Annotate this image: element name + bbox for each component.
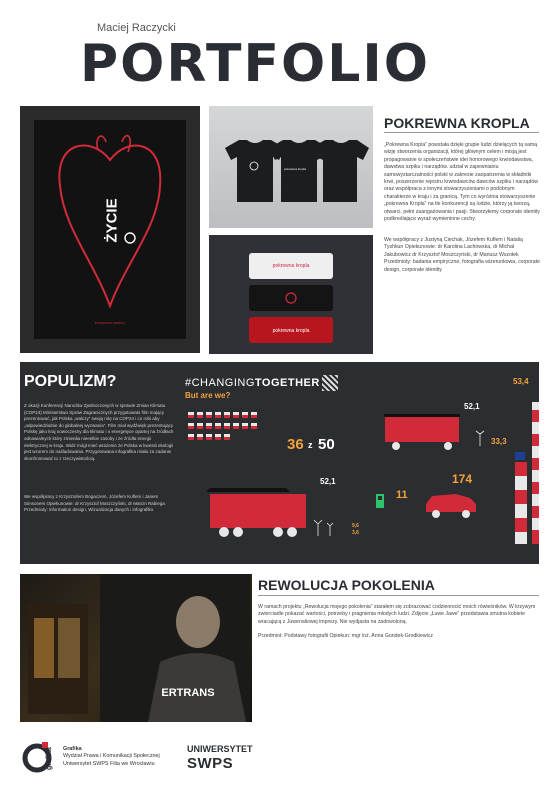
university-label: UNIWERSYTET [187,744,253,754]
author-name: Maciej Raczycki [97,22,176,34]
wind-turbine-small-icon [476,431,484,446]
tshirt-mockup-image [209,106,373,228]
charger-icon [376,494,384,508]
section3-credits: Przedmiot: Podstawy fotografii Opiekun: mgr inż. Anna Gondek-Grodkiewicz [258,633,434,639]
value-52-left: 52,1 [320,477,336,486]
svg-text:ERTRANS: ERTRANS [161,687,215,699]
section2-credits: We współpracy z Krzysztofem Bogaczem, Józefem Kuflem i Janem Simsonem Opiekunowie: dr Krzysztof Moszczyński, dr Marcin Rabiega Przedmioty: information design, Wizualizacja danych i infografiko [24,494,165,513]
poster-word: ŻYCIE [103,198,121,243]
stacked-bar [532,402,539,544]
faculty-info: Grafika Wydział Prawa i Komunikacji Społecznej Uniwersytet SWPS Filia we Wrocławiu [63,746,160,767]
poster-footer: POKREWNA KROPLA [94,321,126,325]
value-174: 174 [452,472,473,486]
wind-turbine-icon [314,520,333,536]
night-bus-photo [20,574,252,722]
qr-code-icon [322,375,338,391]
stacked-bar-2 [515,462,527,544]
heart-poster-image [20,106,200,353]
section1-heading: POKREWNA KROPLA [384,115,530,131]
coal-wagon-icon [206,488,306,537]
svg-text:grafika: grafika [46,747,53,770]
svg-text:pokrewna kropla: pokrewna kropla [283,167,307,171]
infographic-subtitle: But are we? [185,391,231,400]
flag-grid [188,412,257,440]
electric-car-icon [426,494,476,518]
section2-description: Z okazji Konferencji Narodów Zjednoczonych w sprawie Zmian Klimatu (COP24) Ministerstwo Spraw Zagranicznych przygotowało film mający prezentować, jak Polska „walczy” swoją rolę na COP24 i co robi aby „odpowiedzialnie do globalnej wyzwania”. Film miał wydźwięk prezentujący Polskę jako kraj nowoczesny dla klimatu i o energetyce opartej na źródłach odnawialnych który zmieniła nieeelkie zasoby i ze źródła energii elektrycznej w kraju. Widz mógł mieć wrażenie że Polska w kwestii ekologii jest wzorem do naśladowania. Przygotowana infografika miała za zadanie skonfrontować to z rzeczywistością. [24,403,174,461]
section1-divider [384,132,539,133]
populizm-panel [20,362,539,564]
svg-text:pokrewna kropla: pokrewna kropla [272,328,310,334]
eu-flag-icon [515,452,525,460]
coal-wagon-small-icon [384,414,460,450]
value-53: 53,4 [513,377,529,386]
value-3-6: 3,6 [352,530,359,536]
page-title: PORTFOLIO [80,34,430,94]
infographic-title: #CHANGINGTOGETHER [185,377,320,389]
section3-divider [258,595,539,596]
section3-heading: REWOLUCJA POKOLENIA [258,577,435,593]
stat-z: z [308,440,313,450]
section1-description: „Pokrewna Kropla” powstała dzięki grupie ludzi dzielących tą samą wizję stworzenia organizacji, której głównym celem i misją jest propagowanie w społeczeństwie idei honorowego krwiodawstwa, dawstwa szpiku i narządów. udział w zapewnianiu samowystarczalności polski w zakresie zaopatrzenia w składniki krwi, poszerzenie rejestru krwiodawców dawców szpiku i narządów oraz współpraca z innymi stowarzyszeniami o podobnym charakterze w kraju i za granicą. Tym co wyróżnia stowarzyszenie „pokrewna Kropla” na tle konkurencji są ludzie, którzy ją tworzą, otwarci, pełni zaangażowania i pasji. Stworzyłemy corporate identity podkreślające wyraź wymienione cechy. [384,142,540,223]
value-52-right: 52,1 [464,402,480,411]
value-9-6: 9,6 [352,523,359,529]
stat-36: 36 [287,436,304,453]
chocolate-bar-mockup-image [209,235,373,354]
infographic-graphics [180,402,539,564]
section1-credits: We współpracy z Justyną Ciechak, Józefem Kuflem i Natalią Tyshkun Opiekunowie: dr Karolina Lachowska, dr Michał Jakubowicz dr Krzysztof Moszczyński, dr Mariusz Wszołek Przedmioty: badania empiryczne, fotografia wizerunkowa, corporate design, corporate identity [384,237,540,273]
value-11: 11 [396,489,408,501]
university-logo: SWPS [187,755,234,772]
svg-text:pokrewna kropla: pokrewna kropla [272,263,310,269]
section2-heading: POPULIZM? [24,373,117,390]
stat-50: 50 [318,436,335,453]
value-33: 33,3 [491,437,507,446]
grafika-logo-icon [20,740,58,778]
section3-description: W ramach projektu „Rewolucja mojego pokolenia” starałem się zobrazować codzienność moich rówieśników. W krzywym zwierciadle pokazać wartości, potrzeby i pragnienia młodych ludzi. Zdjęcie „Łuwe Jawe” przedstawia smutna kobiete wracającą z Juwenaliowej imprezy. Nie wydjasta na zadowoloną. [258,604,536,625]
